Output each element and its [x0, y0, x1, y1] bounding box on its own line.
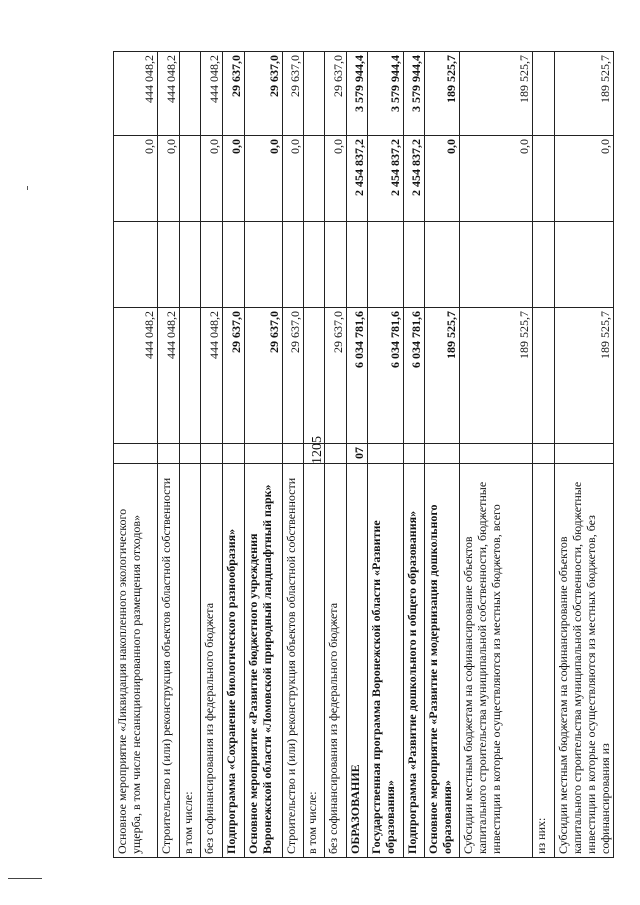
row-name-cell: Строительство и (или) реконструкция объектов областной собственности [158, 464, 180, 858]
row-value-1-cell: 0,0 [201, 136, 223, 222]
row-spacer-cell [347, 222, 368, 308]
row-name-cell: Подпрограмма «Сохранение биологического разнообразия» [223, 464, 245, 858]
table-row [283, 52, 304, 858]
table-row [201, 52, 223, 858]
page-number: 1205 [310, 436, 325, 464]
row-spacer-cell [368, 222, 404, 308]
table-row [404, 52, 425, 858]
row-value-1-cell: 0,0 [245, 136, 283, 222]
row-name-cell: Основное мероприятие «Развитие бюджетного учреждения Воронежской области «Ломовской природный ландшафтный парк» [245, 464, 283, 858]
table-row [245, 52, 283, 858]
row-section-cell [180, 444, 201, 464]
budget-table [113, 51, 614, 858]
row-value-1-cell: 0,0 [425, 136, 460, 222]
row-section-cell [425, 444, 460, 464]
row-value-2-cell: 3 579 944,4 [404, 52, 425, 136]
row-total-cell: 189 525,7 [425, 308, 460, 444]
row-value-2-cell: 29 637,0 [325, 52, 347, 136]
row-value-2-cell: 29 637,0 [283, 52, 304, 136]
row-value-1-cell: 0,0 [158, 136, 180, 222]
row-name-cell: ОБРАЗОВАНИЕ [347, 464, 368, 858]
row-name-cell: Субсидии местным бюджетам на софинансирование объектов капитального строительства муниципальной собственности, бюджетные инвестиции в которые осуществляются из местных бюджетов, всего [460, 464, 533, 858]
row-total-cell: 29 637,0 [245, 308, 283, 444]
row-name-cell: без софинансирования из федерального бюджета [325, 464, 347, 858]
row-spacer-cell [460, 222, 533, 308]
table-row [460, 52, 533, 858]
row-section-cell [201, 444, 223, 464]
row-spacer-cell [114, 222, 158, 308]
row-value-2-cell: 3 579 944,4 [368, 52, 404, 136]
table-row [158, 52, 180, 858]
row-value-2-cell: 189 525,7 [460, 52, 533, 136]
row-value-2-cell [304, 52, 325, 136]
row-total-cell [533, 308, 555, 444]
row-total-cell: 444 048,2 [158, 308, 180, 444]
row-name-cell: из них: [533, 464, 555, 858]
row-section-cell [404, 444, 425, 464]
row-value-1-cell: 0,0 [223, 136, 245, 222]
row-section-cell [533, 444, 555, 464]
row-spacer-cell [180, 222, 201, 308]
table-row [425, 52, 460, 858]
row-name-cell: Государственная программа Воронежской области «Развитие образования» [368, 464, 404, 858]
row-spacer-cell [245, 222, 283, 308]
row-section-cell [368, 444, 404, 464]
row-value-2-cell [180, 52, 201, 136]
row-value-1-cell [533, 136, 555, 222]
row-total-cell: 189 525,7 [555, 308, 614, 444]
row-spacer-cell [283, 222, 304, 308]
row-name-cell: Подпрограмма «Развитие дошкольного и общего образования» [404, 464, 425, 858]
row-value-2-cell [533, 52, 555, 136]
row-value-1-cell [180, 136, 201, 222]
row-value-1-cell: 0,0 [555, 136, 614, 222]
row-name-cell: Основное мероприятие «Развитие и модернизация дошкольного образования» [425, 464, 460, 858]
row-total-cell: 6 034 781,6 [368, 308, 404, 444]
row-total-cell: 29 637,0 [283, 308, 304, 444]
row-section-cell [158, 444, 180, 464]
row-name-cell: в том числе: [180, 464, 201, 858]
row-value-1-cell: 2 454 837,2 [368, 136, 404, 222]
row-value-2-cell: 444 048,2 [158, 52, 180, 136]
row-name-cell: без софинансирования из федерального бюджета [201, 464, 223, 858]
row-spacer-cell [555, 222, 614, 308]
row-total-cell: 444 048,2 [201, 308, 223, 444]
footer-rule [8, 878, 42, 879]
row-name-cell: Основное мероприятие «Ликвидация накопленного экологического ущерба, в том числе несанкционированного размещения отходов» [114, 464, 158, 858]
row-spacer-cell [533, 222, 555, 308]
row-value-1-cell: 0,0 [283, 136, 304, 222]
row-total-cell [180, 308, 201, 444]
row-total-cell: 29 637,0 [325, 308, 347, 444]
table-row [347, 52, 368, 858]
row-spacer-cell [201, 222, 223, 308]
row-name-cell: Субсидии местным бюджетам на софинансирование объектов капитального строительства муниципальной собственности, бюджетные инвестиции в которые осуществляются из местных бюджетов, без софинансирования из [555, 464, 614, 858]
table-row [368, 52, 404, 858]
row-spacer-cell [425, 222, 460, 308]
row-section-cell [460, 444, 533, 464]
row-section-cell [555, 444, 614, 464]
row-value-1-cell [304, 136, 325, 222]
row-value-1-cell: 2 454 837,2 [347, 136, 368, 222]
row-total-cell: 6 034 781,6 [404, 308, 425, 444]
row-section-cell [304, 444, 325, 464]
row-section-cell [283, 444, 304, 464]
table-row [555, 52, 614, 858]
budget-table-container [113, 52, 612, 858]
row-total-cell: 189 525,7 [460, 308, 533, 444]
row-value-2-cell: 444 048,2 [201, 52, 223, 136]
row-value-2-cell: 189 525,7 [425, 52, 460, 136]
budget-table-body [114, 52, 614, 858]
table-row [180, 52, 201, 858]
row-value-1-cell: 0,0 [114, 136, 158, 222]
table-row [223, 52, 245, 858]
row-spacer-cell [404, 222, 425, 308]
row-spacer-cell [325, 222, 347, 308]
row-spacer-cell [158, 222, 180, 308]
row-name-cell: Строительство и (или) реконструкция объектов областной собственности [283, 464, 304, 858]
row-section-cell: 07 [347, 444, 368, 464]
table-row [325, 52, 347, 858]
table-row [304, 52, 325, 858]
row-value-2-cell: 189 525,7 [555, 52, 614, 136]
row-value-1-cell: 2 454 837,2 [404, 136, 425, 222]
row-total-cell: 29 637,0 [223, 308, 245, 444]
row-value-2-cell: 29 637,0 [223, 52, 245, 136]
table-row [533, 52, 555, 858]
row-value-2-cell: 3 579 944,4 [347, 52, 368, 136]
row-name-cell: в том числе: [304, 464, 325, 858]
margin-mark [27, 186, 28, 190]
row-section-cell [114, 444, 158, 464]
row-section-cell [245, 444, 283, 464]
row-spacer-cell [223, 222, 245, 308]
row-value-2-cell: 29 637,0 [245, 52, 283, 136]
row-spacer-cell [304, 222, 325, 308]
row-total-cell: 444 048,2 [114, 308, 158, 444]
table-row [114, 52, 158, 858]
row-section-cell [325, 444, 347, 464]
row-value-2-cell: 444 048,2 [114, 52, 158, 136]
row-value-1-cell: 0,0 [325, 136, 347, 222]
row-value-1-cell: 0,0 [460, 136, 533, 222]
row-total-cell [304, 308, 325, 444]
row-section-cell [223, 444, 245, 464]
row-total-cell: 6 034 781,6 [347, 308, 368, 444]
